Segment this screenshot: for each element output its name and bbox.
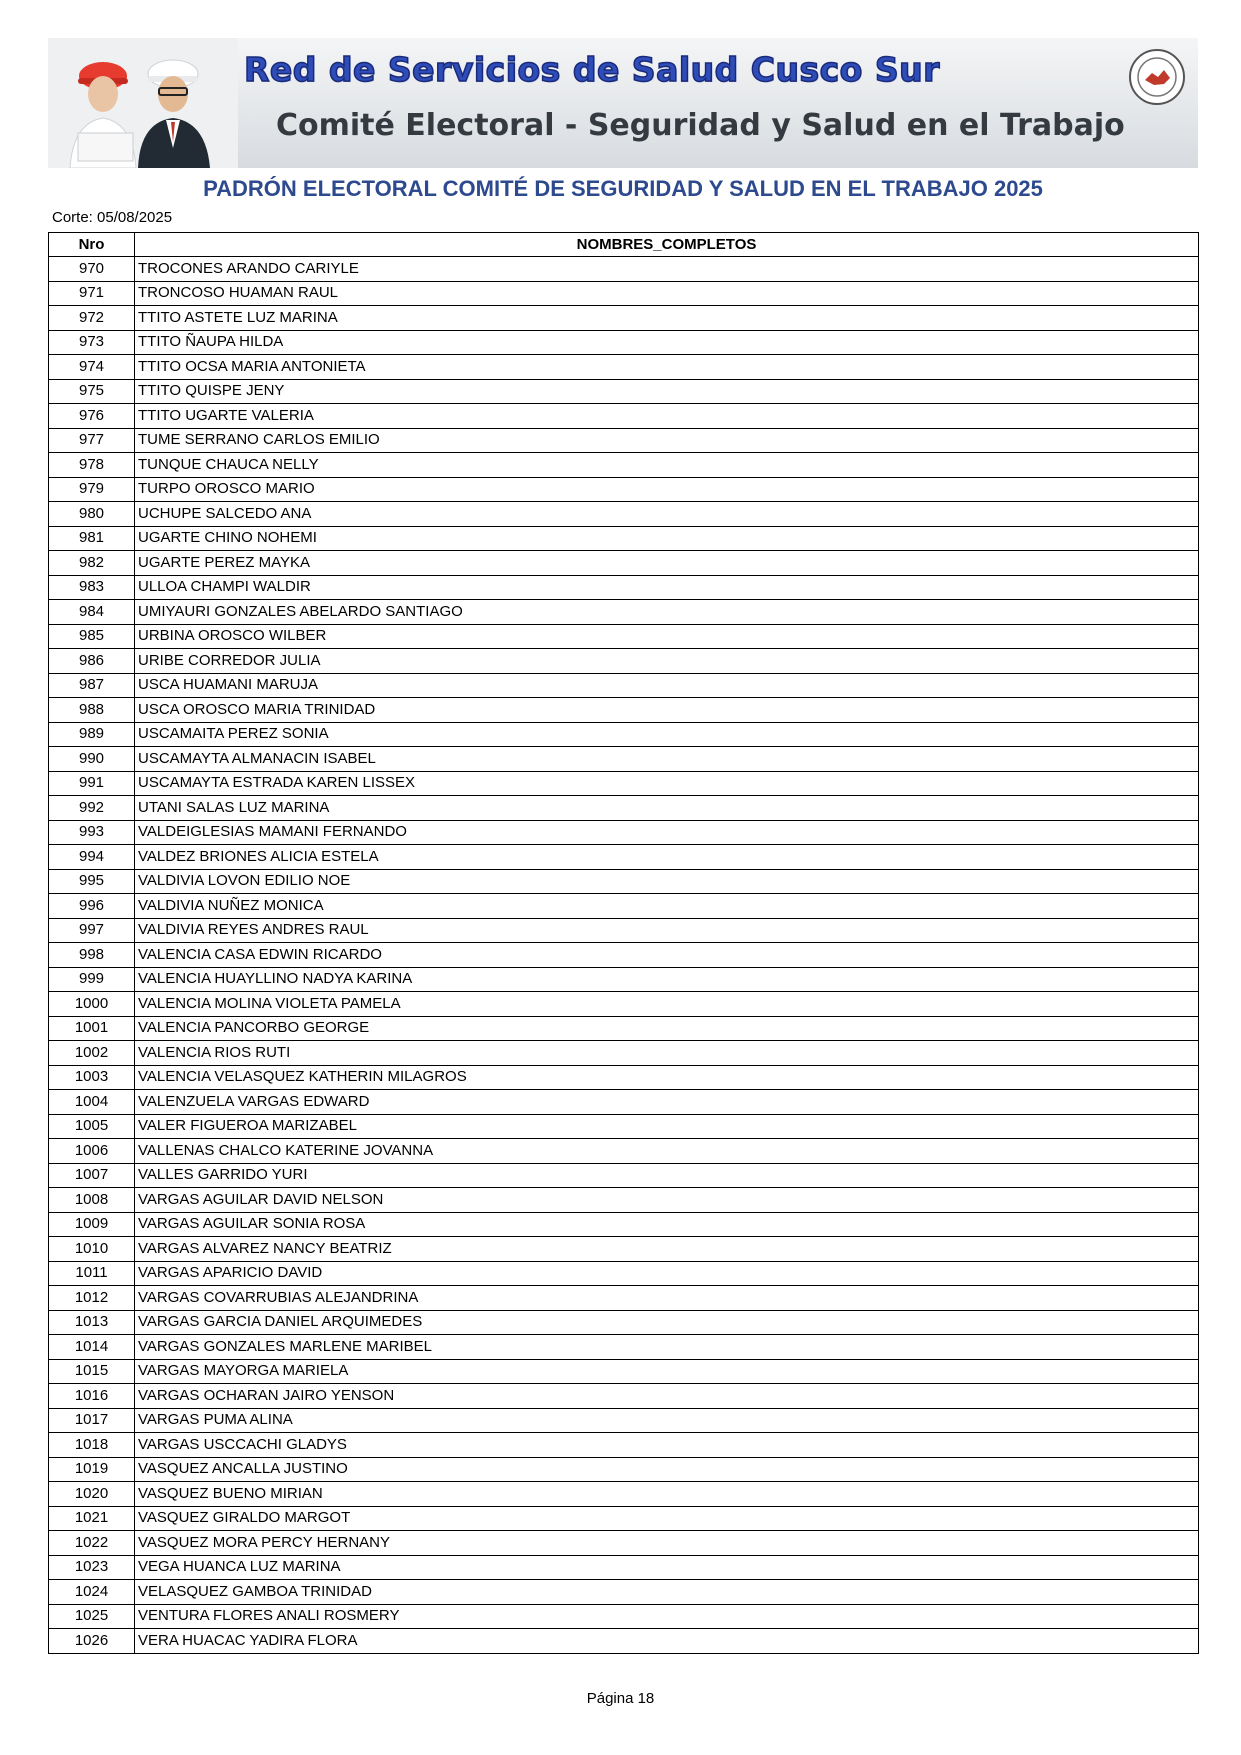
table-row (49, 1188, 1199, 1213)
full-name: VASQUEZ GIRALDO MARGOT (135, 1506, 1199, 1531)
row-number: 972 (49, 306, 135, 331)
row-number: 1022 (49, 1531, 135, 1556)
row-number: 981 (49, 526, 135, 551)
table-row (49, 600, 1199, 625)
table-row (49, 1286, 1199, 1311)
table-row (49, 1384, 1199, 1409)
table-row (49, 1163, 1199, 1188)
full-name: TUME SERRANO CARLOS EMILIO (135, 428, 1199, 453)
row-number: 989 (49, 722, 135, 747)
table-row (49, 1433, 1199, 1458)
banner-network-name: Red de Servicios de Salud Cusco Sur (244, 50, 940, 89)
table-row (49, 771, 1199, 796)
cut-date: Corte: 05/08/2025 (52, 209, 173, 226)
full-name: VASQUEZ ANCALLA JUSTINO (135, 1457, 1199, 1482)
full-name: UGARTE CHINO NOHEMI (135, 526, 1199, 551)
table-row (49, 1090, 1199, 1115)
full-name: VALLES GARRIDO YURI (135, 1163, 1199, 1188)
row-number: 997 (49, 918, 135, 943)
table-row (49, 1310, 1199, 1335)
row-number: 1023 (49, 1555, 135, 1580)
row-number: 987 (49, 673, 135, 698)
table-row (49, 379, 1199, 404)
table-row (49, 943, 1199, 968)
full-name: VARGAS OCHARAN JAIRO YENSON (135, 1384, 1199, 1409)
row-number: 977 (49, 428, 135, 453)
full-name: TTITO ÑAUPA HILDA (135, 330, 1199, 355)
table-row (49, 502, 1199, 527)
table-row (49, 477, 1199, 502)
full-name: UGARTE PEREZ MAYKA (135, 551, 1199, 576)
full-name: UMIYAURI GONZALES ABELARDO SANTIAGO (135, 600, 1199, 625)
workers-illustration-icon (48, 38, 238, 168)
row-number: 1012 (49, 1286, 135, 1311)
full-name: TRONCOSO HUAMAN RAUL (135, 281, 1199, 306)
full-name: USCAMAYTA ALMANACIN ISABEL (135, 747, 1199, 772)
full-name: VALDEIGLESIAS MAMANI FERNANDO (135, 820, 1199, 845)
table-row (49, 649, 1199, 674)
full-name: ULLOA CHAMPI WALDIR (135, 575, 1199, 600)
full-name: TROCONES ARANDO CARIYLE (135, 257, 1199, 282)
full-name: URIBE CORREDOR JULIA (135, 649, 1199, 674)
row-number: 1017 (49, 1408, 135, 1433)
row-number: 1019 (49, 1457, 135, 1482)
full-name: URBINA OROSCO WILBER (135, 624, 1199, 649)
table-row (49, 1482, 1199, 1507)
page-number: Página 18 (586, 1690, 655, 1707)
full-name: VALENCIA VELASQUEZ KATHERIN MILAGROS (135, 1065, 1199, 1090)
institution-seal-icon (1128, 48, 1186, 106)
row-number: 974 (49, 355, 135, 380)
full-name: VALLENAS CHALCO KATERINE JOVANNA (135, 1139, 1199, 1164)
table-row (49, 257, 1199, 282)
column-header-names: NOMBRES_COMPLETOS (135, 233, 1199, 257)
full-name: VARGAS AGUILAR DAVID NELSON (135, 1188, 1199, 1213)
table-row (49, 281, 1199, 306)
row-number: 994 (49, 845, 135, 870)
row-number: 971 (49, 281, 135, 306)
full-name: VASQUEZ BUENO MIRIAN (135, 1482, 1199, 1507)
full-name: VALDIVIA NUÑEZ MONICA (135, 894, 1199, 919)
table-row (49, 1212, 1199, 1237)
table-row (49, 624, 1199, 649)
row-number: 983 (49, 575, 135, 600)
table-row (49, 1041, 1199, 1066)
full-name: VALER FIGUEROA MARIZABEL (135, 1114, 1199, 1139)
full-name: VARGAS PUMA ALINA (135, 1408, 1199, 1433)
full-name: TUNQUE CHAUCA NELLY (135, 453, 1199, 478)
full-name: VARGAS USCCACHI GLADYS (135, 1433, 1199, 1458)
full-name: VALENZUELA VARGAS EDWARD (135, 1090, 1199, 1115)
voter-roll-table (48, 232, 1199, 1654)
row-number: 1002 (49, 1041, 135, 1066)
row-number: 995 (49, 869, 135, 894)
full-name: USCA OROSCO MARIA TRINIDAD (135, 698, 1199, 723)
full-name: VELASQUEZ GAMBOA TRINIDAD (135, 1580, 1199, 1605)
table-row (49, 526, 1199, 551)
row-number: 1014 (49, 1335, 135, 1360)
table-row (49, 1065, 1199, 1090)
table-row (49, 967, 1199, 992)
full-name: TTITO UGARTE VALERIA (135, 404, 1199, 429)
row-number: 1021 (49, 1506, 135, 1531)
full-name: USCAMAYTA ESTRADA KAREN LISSEX (135, 771, 1199, 796)
row-number: 1006 (49, 1139, 135, 1164)
table-row (49, 428, 1199, 453)
row-number: 993 (49, 820, 135, 845)
table-row (49, 1531, 1199, 1556)
table-row (49, 1629, 1199, 1654)
full-name: VENTURA FLORES ANALI ROSMERY (135, 1604, 1199, 1629)
row-number: 991 (49, 771, 135, 796)
table-row (49, 355, 1199, 380)
full-name: VARGAS ALVAREZ NANCY BEATRIZ (135, 1237, 1199, 1262)
row-number: 1020 (49, 1482, 135, 1507)
full-name: VEGA HUANCA LUZ MARINA (135, 1555, 1199, 1580)
row-number: 986 (49, 649, 135, 674)
row-number: 982 (49, 551, 135, 576)
row-number: 1004 (49, 1090, 135, 1115)
full-name: VARGAS COVARRUBIAS ALEJANDRINA (135, 1286, 1199, 1311)
row-number: 990 (49, 747, 135, 772)
row-number: 978 (49, 453, 135, 478)
full-name: VARGAS AGUILAR SONIA ROSA (135, 1212, 1199, 1237)
row-number: 1013 (49, 1310, 135, 1335)
row-number: 1005 (49, 1114, 135, 1139)
column-header-nro: Nro (49, 233, 135, 257)
table-row (49, 1359, 1199, 1384)
full-name: VARGAS MAYORGA MARIELA (135, 1359, 1199, 1384)
table-row (49, 551, 1199, 576)
row-number: 996 (49, 894, 135, 919)
row-number: 973 (49, 330, 135, 355)
row-number: 1011 (49, 1261, 135, 1286)
row-number: 970 (49, 257, 135, 282)
row-number: 1016 (49, 1384, 135, 1409)
header-banner (48, 38, 1198, 168)
table-row (49, 820, 1199, 845)
table-row (49, 869, 1199, 894)
full-name: USCA HUAMANI MARUJA (135, 673, 1199, 698)
full-name: VALENCIA PANCORBO GEORGE (135, 1016, 1199, 1041)
table-row (49, 747, 1199, 772)
table-row (49, 1408, 1199, 1433)
row-number: 988 (49, 698, 135, 723)
table-row (49, 1114, 1199, 1139)
table-row (49, 575, 1199, 600)
row-number: 1003 (49, 1065, 135, 1090)
table-row (49, 453, 1199, 478)
table-row (49, 722, 1199, 747)
table-row (49, 845, 1199, 870)
full-name: USCAMAITA PEREZ SONIA (135, 722, 1199, 747)
full-name: VASQUEZ MORA PERCY HERNANY (135, 1531, 1199, 1556)
full-name: VALENCIA HUAYLLINO NADYA KARINA (135, 967, 1199, 992)
row-number: 1010 (49, 1237, 135, 1262)
table-row (49, 1016, 1199, 1041)
table-row (49, 918, 1199, 943)
full-name: TTITO ASTETE LUZ MARINA (135, 306, 1199, 331)
table-row (49, 796, 1199, 821)
row-number: 998 (49, 943, 135, 968)
full-name: VALENCIA RIOS RUTI (135, 1041, 1199, 1066)
full-name: VALENCIA MOLINA VIOLETA PAMELA (135, 992, 1199, 1017)
document-title: PADRÓN ELECTORAL COMITÉ DE SEGURIDAD Y SALUD EN EL TRABAJO 2025 (203, 176, 1043, 201)
table-row (49, 1555, 1199, 1580)
banner-committee-name: Comité Electoral - Seguridad y Salud en el Trabajo (276, 108, 1125, 143)
table-row (49, 1457, 1199, 1482)
row-number: 1009 (49, 1212, 135, 1237)
row-number: 1018 (49, 1433, 135, 1458)
row-number: 1001 (49, 1016, 135, 1041)
full-name: VARGAS APARICIO DAVID (135, 1261, 1199, 1286)
table-row (49, 1604, 1199, 1629)
table-row (49, 1506, 1199, 1531)
row-number: 1000 (49, 992, 135, 1017)
row-number: 984 (49, 600, 135, 625)
full-name: VALDIVIA REYES ANDRES RAUL (135, 918, 1199, 943)
row-number: 1024 (49, 1580, 135, 1605)
full-name: TURPO OROSCO MARIO (135, 477, 1199, 502)
row-number: 999 (49, 967, 135, 992)
table-row (49, 992, 1199, 1017)
table-row (49, 1237, 1199, 1262)
table-row (49, 1580, 1199, 1605)
table-row (49, 306, 1199, 331)
table-row (49, 673, 1199, 698)
table-row (49, 404, 1199, 429)
full-name: UTANI SALAS LUZ MARINA (135, 796, 1199, 821)
table-row (49, 1335, 1199, 1360)
table-header-row (49, 233, 1199, 257)
row-number: 976 (49, 404, 135, 429)
row-number: 985 (49, 624, 135, 649)
row-number: 1025 (49, 1604, 135, 1629)
row-number: 1007 (49, 1163, 135, 1188)
full-name: TTITO OCSA MARIA ANTONIETA (135, 355, 1199, 380)
table-row (49, 1139, 1199, 1164)
table-row (49, 698, 1199, 723)
row-number: 1026 (49, 1629, 135, 1654)
full-name: VERA HUACAC YADIRA FLORA (135, 1629, 1199, 1654)
row-number: 979 (49, 477, 135, 502)
row-number: 1015 (49, 1359, 135, 1384)
full-name: VARGAS GONZALES MARLENE MARIBEL (135, 1335, 1199, 1360)
table-row (49, 894, 1199, 919)
row-number: 1008 (49, 1188, 135, 1213)
full-name: UCHUPE SALCEDO ANA (135, 502, 1199, 527)
table-row (49, 1261, 1199, 1286)
full-name: VALDEZ BRIONES ALICIA ESTELA (135, 845, 1199, 870)
row-number: 975 (49, 379, 135, 404)
full-name: VALDIVIA LOVON EDILIO NOE (135, 869, 1199, 894)
full-name: VALENCIA CASA EDWIN RICARDO (135, 943, 1199, 968)
full-name: TTITO QUISPE JENY (135, 379, 1199, 404)
row-number: 980 (49, 502, 135, 527)
full-name: VARGAS GARCIA DANIEL ARQUIMEDES (135, 1310, 1199, 1335)
table-row (49, 330, 1199, 355)
row-number: 992 (49, 796, 135, 821)
